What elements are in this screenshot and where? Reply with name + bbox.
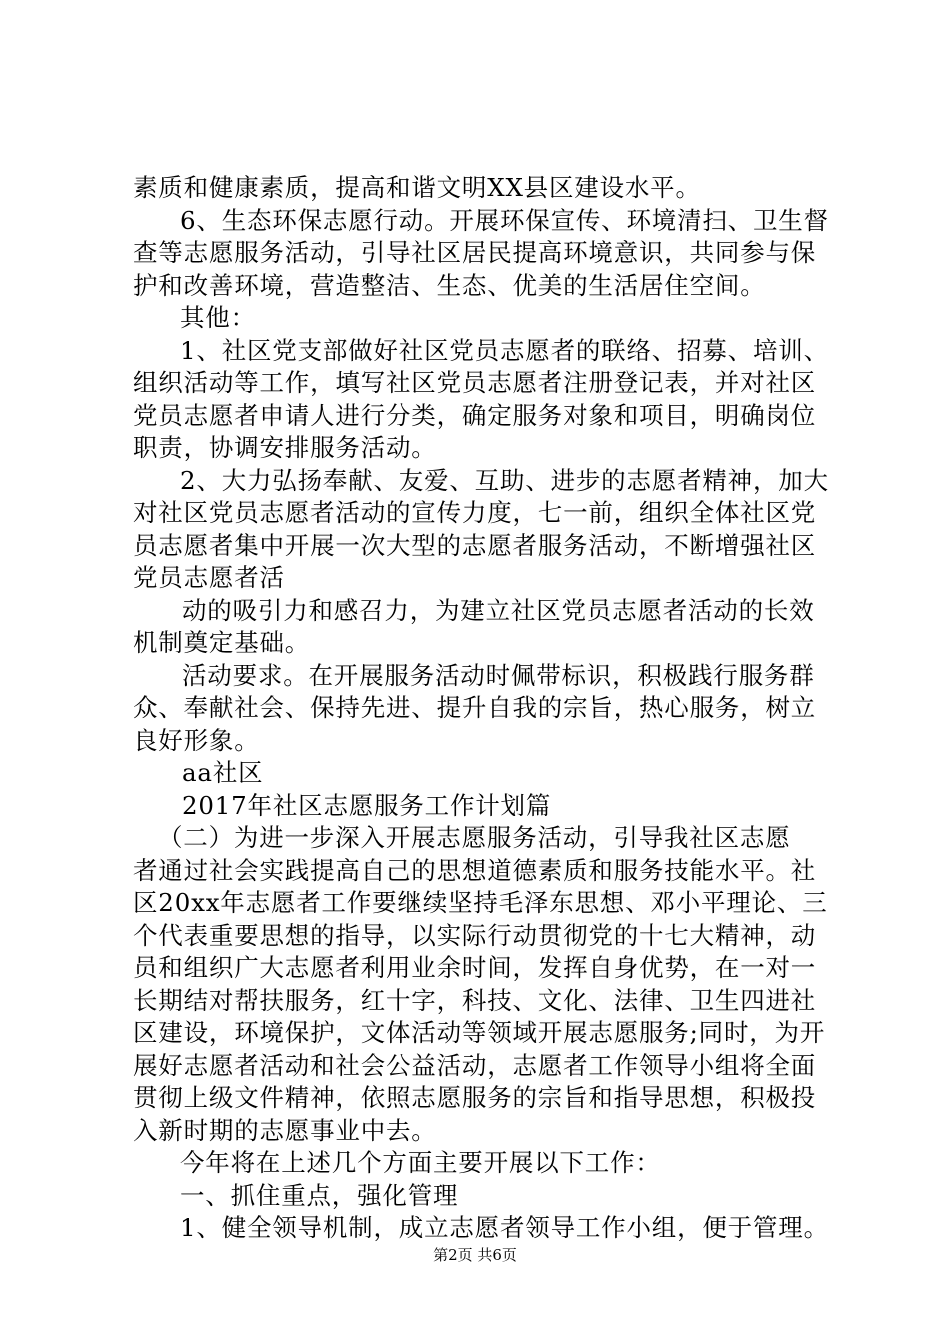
text-line: 6、生态环保志愿行动。开展环保宣传、环境清扫、卫生督 — [180, 206, 829, 235]
text-line: 党员志愿者申请人进行分类，确定服务对象和项目，明确岗位 — [133, 401, 817, 430]
text-line: aa社区 — [182, 758, 264, 787]
text-line: 其他： — [180, 303, 256, 332]
text-line: 长期结对帮扶服务，红十字，科技、文化、法律、卫生四进社 — [133, 986, 817, 1015]
text-line: 贯彻上级文件精神，依照志愿服务的宗旨和指导思想，积极投 — [133, 1083, 817, 1112]
text-line: 入新时期的志愿事业中去。 — [133, 1116, 437, 1145]
text-line: 展好志愿者活动和社会公益活动，志愿者工作领导小组将全面 — [133, 1051, 817, 1080]
text-line: 者通过社会实践提高自己的思想道德素质和服务技能水平。社 — [133, 856, 817, 885]
text-line: 组织活动等工作，填写社区党员志愿者注册登记表，并对社区 — [133, 368, 817, 397]
text-line: 员和组织广大志愿者利用业余时间，发挥自身优势，在一对一 — [133, 953, 817, 982]
text-line: 2、大力弘扬奉献、友爱、互助、进步的志愿者精神，加大 — [180, 466, 829, 495]
text-line: （二）为进一步深入开展志愿服务活动，引导我社区志愿 — [158, 823, 791, 852]
text-line: 1、健全领导机制，成立志愿者领导工作小组，便于管理。 — [180, 1213, 829, 1242]
text-line: 员志愿者集中开展一次大型的志愿者服务活动，不断增强社区 — [133, 531, 817, 560]
text-line: 机制奠定基础。 — [133, 628, 311, 657]
text-line: 党员志愿者活 — [133, 563, 285, 592]
text-line: 护和改善环境，营造整洁、生态、优美的生活居住空间。 — [133, 271, 766, 300]
text-line: 今年将在上述几个方面主要开展以下工作： — [180, 1148, 661, 1177]
text-line: 区20xx年志愿者工作要继续坚持毛泽东思想、邓小平理论、三 — [133, 888, 828, 917]
text-line: 活动要求。在开展服务活动时佩带标识，积极践行服务群 — [182, 661, 815, 690]
text-line: 查等志愿服务活动，引导社区居民提高环境意识，共同参与保 — [133, 238, 817, 267]
text-line: 素质和健康素质，提高和谐文明XX县区建设水平。 — [133, 173, 701, 202]
text-line: 区建设，环境保护，文体活动等领域开展志愿服务;同时，为开 — [133, 1018, 826, 1047]
text-line: 一、抓住重点，强化管理 — [180, 1181, 459, 1210]
text-line: 良好形象。 — [133, 726, 260, 755]
text-line: 个代表重要思想的指导，以实际行动贯彻党的十七大精神，动 — [133, 921, 817, 950]
text-line: 2017年社区志愿服务工作计划篇 — [182, 791, 552, 820]
text-line: 1、社区党支部做好社区党员志愿者的联络、招募、培训、 — [180, 336, 829, 365]
text-line: 动的吸引力和感召力，为建立社区党员志愿者活动的长效 — [182, 596, 815, 625]
text-line: 众、奉献社会、保持先进、提升自我的宗旨，热心服务，树立 — [133, 693, 817, 722]
text-line: 职责，协调安排服务活动。 — [133, 433, 437, 462]
text-line: 对社区党员志愿者活动的宣传力度，七一前，组织全体社区党 — [133, 498, 817, 527]
page-number-footer: 第2页 共6页 — [433, 1246, 517, 1264]
